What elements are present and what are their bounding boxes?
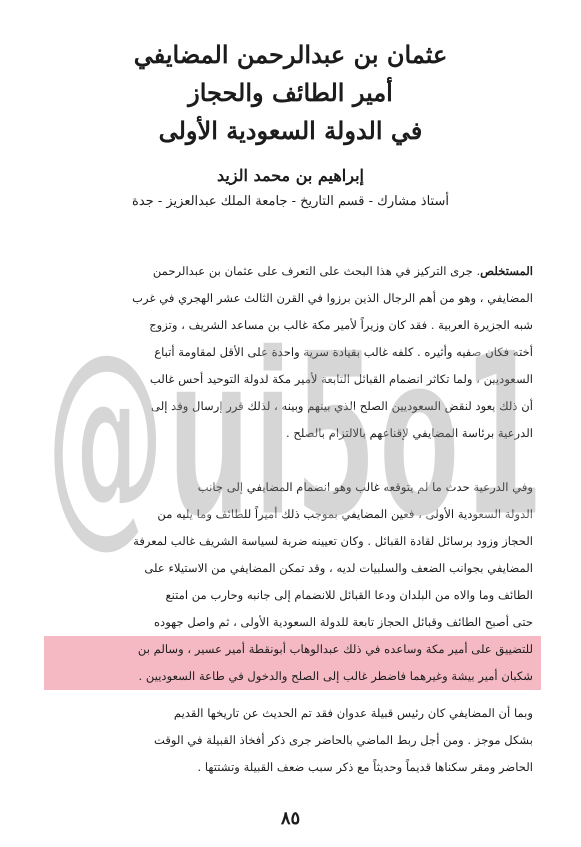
text-line: الطائف وما والاه من البلدان ودعا القبائل للانضمام إلى جانبه وحارب من امتنع (165, 588, 533, 602)
text-line: أخته فكان صفيه وأثيره . كلفه غالب بقيادة سرية واحدة على الأقل لمقاومة أتباع (154, 345, 533, 359)
text-line: الحاضر ومقر سكناها قديماً وحديثاً مع ذكر سبب ضعف القبيلة وتشتتها . (197, 760, 533, 774)
text-line-content: . جرى التركيز في هذا البحث على التعرف على عثمان بن عبدالرحمن (152, 264, 481, 278)
author-name: إبراهيم بن محمد الزيد (217, 166, 364, 185)
author-affiliation: أستاذ مشارك - قسم التاريخ - جامعة الملك عبدالعزيز - جدة (132, 194, 449, 209)
text-line: الدرعية برئاسة المضايفي لإقناعهم بالالتزام بالصلح . (285, 426, 533, 440)
highlighted-line: للتضييق على أمير مكة وساعده في ذلك عبدالوهاب أبونقطة أمير عسير ، وسالم بن (44, 636, 541, 663)
text-line: الحجاز وزود برسائل لقادة القبائل . وكان تعيينه ضربة لسياسة الشريف غالب لمعرفة (133, 534, 533, 548)
text-line: أن ذلك يعود لنقض السعوديين الصلح الذي بينهم وبينه ، لذلك قرر إرسال وفد إلى (151, 399, 533, 413)
abstract-paragraph-3 (52, 700, 533, 781)
title-line-1: عثمان بن عبدالرحمن المضايفي (133, 40, 448, 69)
text-line: المضايفي ، وهو من أهم الرجال الذين برزوا في القرن الثالث عشر الهجري في غرب (132, 291, 533, 305)
text-line: حتى أصبح الطائف وقبائل الحجاز تابعة للدولة السعودية الأولى ، ثم واصل جهوده (153, 615, 533, 629)
title-line-3: في الدولة السعودية الأولى (158, 116, 423, 145)
text-line: السعوديين ، ولما تكاثر انضمام القبائل التابعة لأمير مكة لدولة التوحيد أحس غالب (149, 372, 533, 386)
highlighted-passage (52, 636, 533, 690)
text-line: الدولة السعودية الأولى ، فعين المضايفي بموجب ذلك أميراً للطائف وما يليه من (157, 507, 533, 521)
watermark-text: @ui5o1 (45, 303, 545, 570)
text-line: شبه الجزيرة العربية . فقد كان وزيراً لأمير مكة غالب بن مساعد الشريف ، وتزوج (149, 318, 533, 332)
text-line: وبما أن المضايفي كان رئيس قبيلة عدوان فقد تم الحديث عن تاريخها القديم (173, 706, 533, 720)
text-line: المضايفي بجوانب الضعف والسلبيات لديه ، وقد تمكن المضايفي من الاستيلاء على (144, 561, 533, 575)
abstract-paragraph-2 (52, 474, 533, 690)
page-number: ٨٥ (280, 808, 301, 829)
abstract-label: المستخلص (480, 264, 533, 278)
highlighted-line: شكبان أمير بيشة وغيرهما فاضطر غالب إلى الصلح والدخول في طاعة السعوديين . (44, 663, 541, 690)
text-line: وفي الدرعية حدث ما لم يتوقعه غالب وهو انضمام المضايفي إلى جانب (197, 480, 533, 494)
title-line-2: أمير الطائف والحجاز (188, 78, 393, 107)
text-line: بشكل موجز . ومن أجل ربط الماضي بالحاضر جرى ذكر أفخاذ القبيلة في الوقت (154, 733, 533, 747)
abstract-paragraph-1 (52, 258, 533, 447)
article-title (40, 36, 541, 150)
text-line (52, 258, 533, 285)
